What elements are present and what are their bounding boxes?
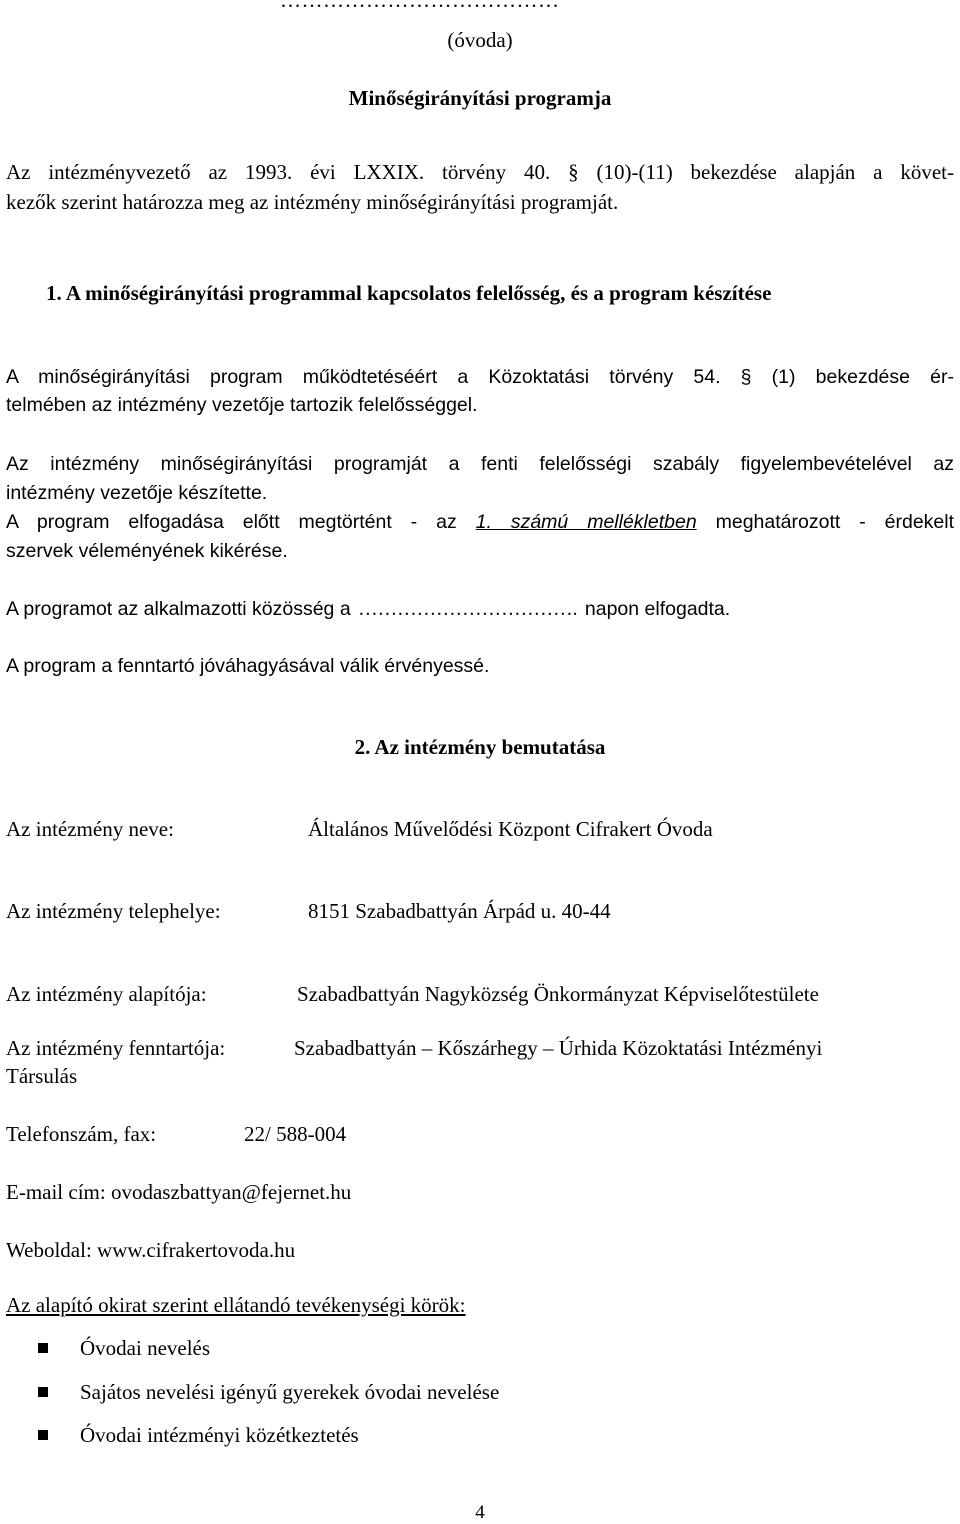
website-line: Weboldal: www.cifrakertovoda.hu — [6, 1238, 296, 1262]
intro-line-2: kezők szerint határozza meg az intézmény minőségirányítási programját. — [6, 190, 619, 214]
section-1-paragraph-1-line-2: telmében az intézmény vezetője tartozik felelősséggel. — [6, 394, 478, 416]
section-1-paragraph-5: A program a fenntartó jóváhagyásával válik érvényessé. — [6, 655, 490, 677]
section-1-heading: 1. A minőségirányítási programmal kapcsolatos felelősség, és a program készítése — [46, 281, 772, 305]
intro-line-1: Az intézményvezető az 1993. évi LXXIX. törvény 40. § (10)-(11) bekezdése alapján a követ- — [6, 160, 954, 184]
square-bullet-icon — [38, 1343, 48, 1353]
paragraph-4-text-after: napon elfogadta. — [584, 598, 731, 620]
institution-founder-value: Szabadbattyán Nagyközség Önkormányzat Képviselőtestülete — [297, 982, 819, 1006]
square-bullet-icon — [38, 1430, 48, 1440]
header-dots: ………………………………… — [280, 0, 560, 12]
institution-name-value: Általános Művelődési Központ Cifrakert Óvoda — [308, 817, 713, 841]
activity-label: Óvodai intézményi közétkeztetés — [80, 1423, 359, 1447]
activity-label: Sajátos nevelési igényű gyerekek óvodai nevelése — [80, 1380, 500, 1404]
paragraph-4-text-before: A programot az alkalmazotti közösség a — [6, 598, 351, 620]
acceptance-date-blank: ……………………………. — [358, 599, 578, 620]
institution-maintainer-value-continued: Társulás — [6, 1064, 78, 1088]
phone-fax-value: 22/ 588-004 — [244, 1122, 347, 1146]
activities-heading: Az alapító okirat szerint ellátandó tevékenységi körök: — [6, 1293, 466, 1317]
institution-maintainer-label: Az intézmény fenntartója: — [6, 1036, 226, 1060]
page-number: 4 — [475, 1502, 485, 1523]
section-1-paragraph-2-line-2: intézmény vezetője készítette. — [6, 482, 268, 504]
institution-founder-label: Az intézmény alapítója: — [6, 982, 207, 1006]
email-line: E-mail cím: ovodaszbattyan@fejernet.hu — [6, 1180, 352, 1204]
institution-site-value: 8151 Szabadbattyán Árpád u. 40-44 — [308, 899, 611, 923]
section-1-paragraph-3-line-2: szervek véleményének kikérése. — [6, 540, 288, 562]
institution-type-label: (óvoda) — [447, 28, 513, 52]
section-1-paragraph-1-line-1: A minőségirányítási program működtetéséért a Közoktatási törvény 54. § (1) bekezdése ér- — [6, 366, 954, 388]
paragraph-3-text-after: meghatározott - érdekelt — [715, 511, 955, 533]
section-1-paragraph-4 — [6, 598, 730, 621]
square-bullet-icon — [38, 1387, 48, 1397]
section-1-paragraph-2-line-1: Az intézmény minőségirányítási programját a fenti felelősségi szabály figyelembevételével az — [6, 453, 954, 475]
institution-maintainer-value: Szabadbattyán – Kőszárhegy – Úrhida Közoktatási Intézményi — [294, 1036, 823, 1060]
paragraph-3-text-before: A program elfogadása előtt megtörtént - az — [6, 511, 457, 533]
appendix-1-reference: 1. számú mellékletben — [475, 511, 697, 533]
institution-site-label: Az intézmény telephelye: — [6, 899, 221, 923]
institution-name-label: Az intézmény neve: — [6, 817, 174, 841]
section-1-paragraph-3-line-1 — [6, 511, 954, 534]
phone-fax-label: Telefonszám, fax: — [6, 1122, 157, 1146]
activity-label: Óvodai nevelés — [80, 1336, 211, 1360]
document-title: Minőségirányítási programja — [348, 86, 612, 110]
section-2-heading: 2. Az intézmény bemutatása — [354, 735, 606, 759]
